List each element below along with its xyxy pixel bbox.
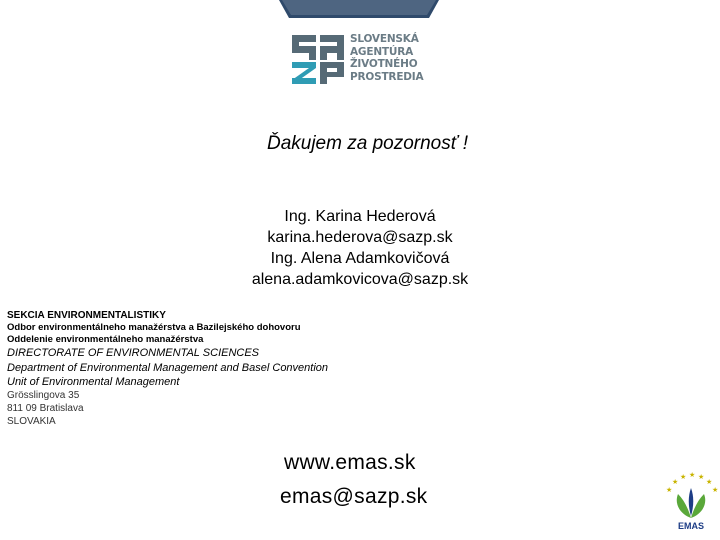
top-tab-decoration — [279, 0, 439, 20]
sk-department: Odbor environmentálneho manažérstva a Bazilejského dohovoru — [7, 322, 301, 333]
contact-email-2[interactable]: alena.adamkovicova@sazp.sk — [251, 271, 469, 288]
sazp-logo-text: SLOVENSKÁ AGENTÚRA ŽIVOTNÉHO PROSTREDIA — [350, 33, 424, 83]
address-street: Grösslingova 35 — [7, 390, 80, 401]
contact-email-1[interactable]: karina.hederova@sazp.sk — [267, 229, 453, 246]
email-link[interactable]: emas@sazp.sk — [280, 485, 428, 508]
en-department: Department of Environmental Management and Basel Convention — [7, 362, 329, 374]
thank-you-heading: Ďakujem za pozornosť ! — [266, 133, 469, 154]
svg-text:★: ★ — [689, 472, 696, 479]
address-city: 811 09 Bratislava — [7, 403, 84, 414]
svg-text:★: ★ — [698, 474, 705, 481]
contact-name-1: Ing. Karina Hederová — [284, 208, 436, 225]
sk-unit: Oddelenie environmentálneho manažérstva — [7, 334, 204, 345]
svg-text:★: ★ — [672, 479, 679, 486]
web-contacts — [280, 446, 427, 514]
sazp-logo-mark — [290, 32, 346, 88]
sazp-logo — [290, 30, 435, 92]
contact-name-2: Ing. Alena Adamkovičová — [270, 250, 450, 267]
svg-text:★: ★ — [712, 487, 719, 494]
svg-text:★: ★ — [706, 479, 713, 486]
emas-logo — [660, 470, 720, 532]
emas-flower-icon — [660, 470, 720, 522]
sk-section: SEKCIA ENVIRONMENTALISTIKY — [7, 310, 166, 321]
svg-text:★: ★ — [680, 474, 687, 481]
website-link[interactable]: www.emas.sk — [284, 451, 416, 474]
en-unit: Unit of Environmental Management — [7, 376, 180, 388]
address-country: SLOVAKIA — [7, 416, 56, 427]
en-section: DIRECTORATE OF ENVIRONMENTAL SCIENCES — [7, 347, 260, 359]
organization-block — [7, 309, 328, 428]
svg-text:★: ★ — [666, 487, 673, 494]
emas-label: EMAS — [677, 521, 704, 531]
contact-block — [0, 206, 720, 290]
